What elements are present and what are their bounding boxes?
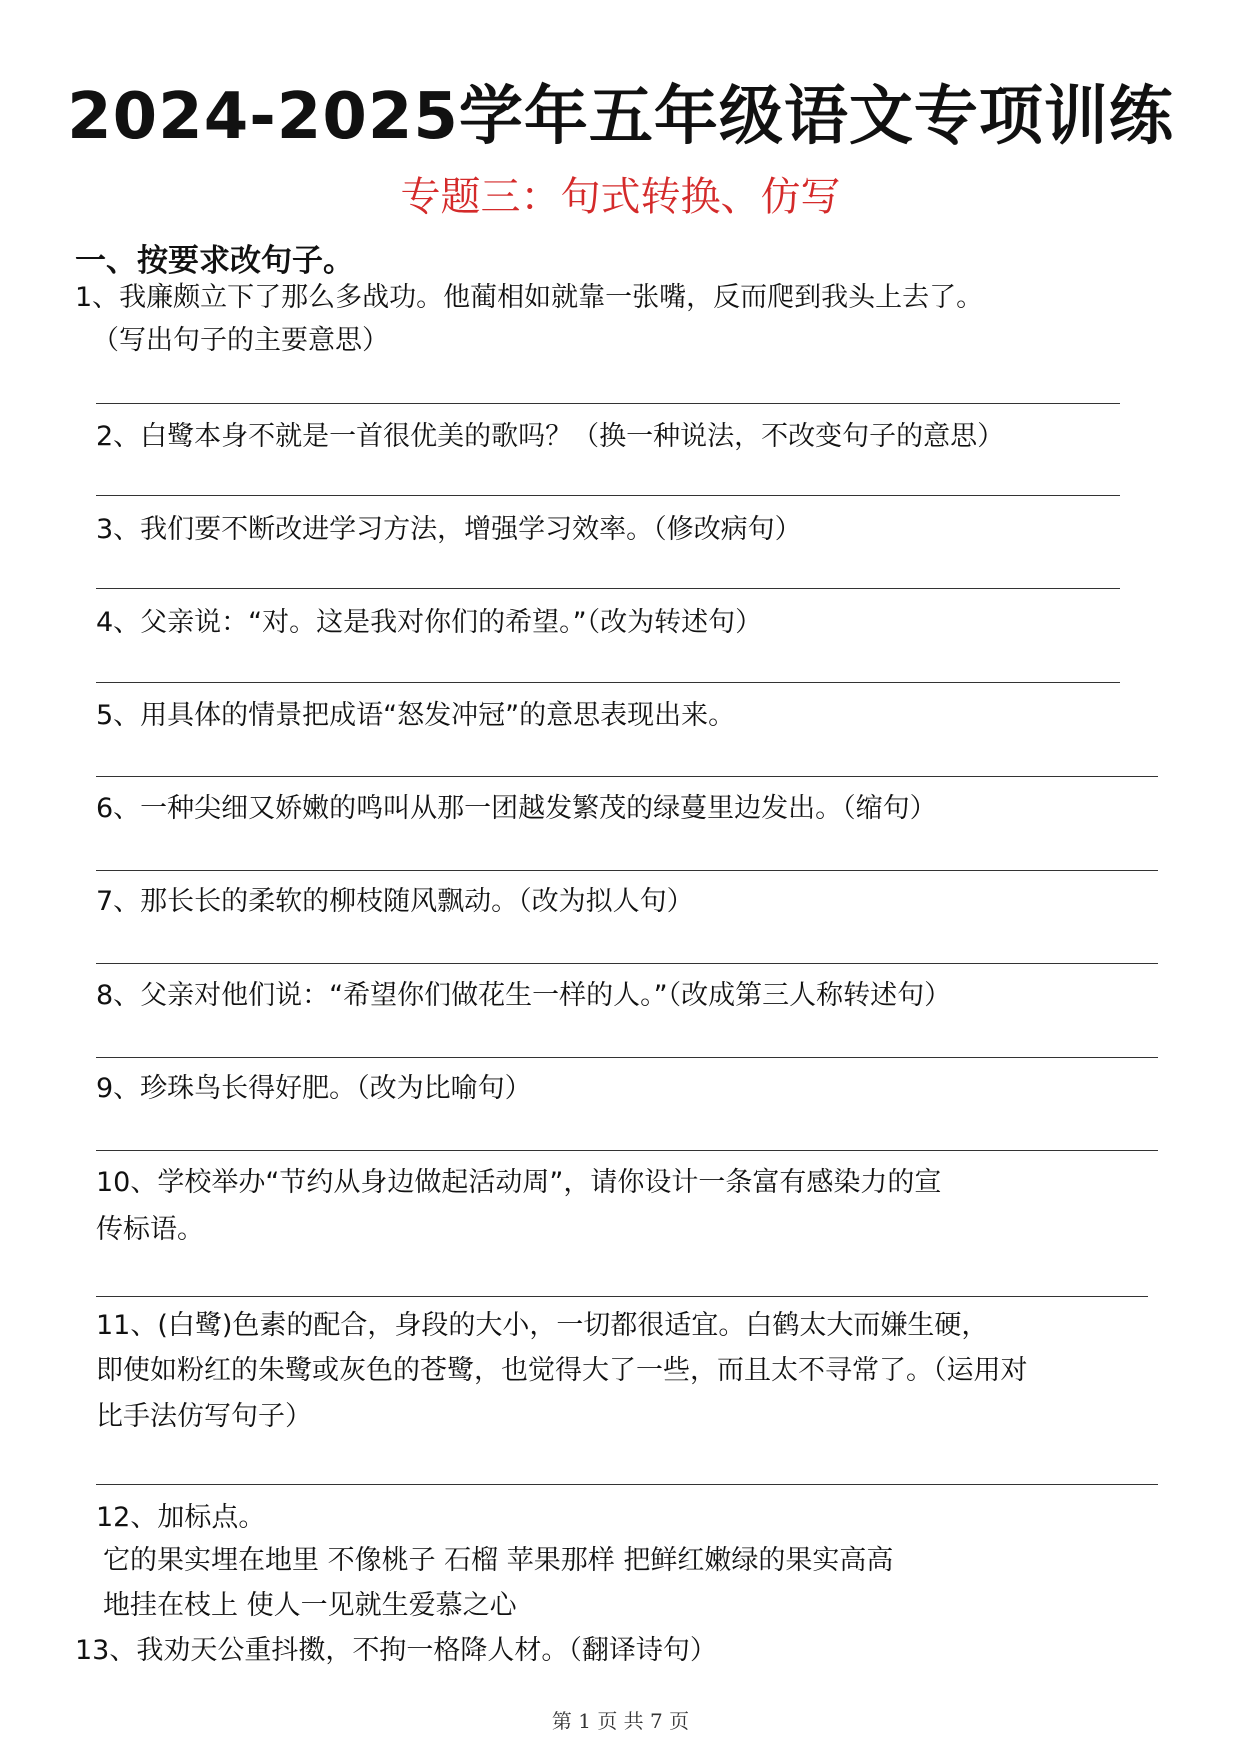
question-5-text: 5、用具体的情景把成语“怒发冲冠”的意思表现出来。: [96, 700, 736, 731]
question-2-text: 2、白鹭本身不就是一首很优美的歌吗？（换一种说法，不改变句子的意思）: [96, 421, 1005, 452]
question-11-instruction: 比手法仿写句子）: [96, 1401, 312, 1432]
page-footer: 第 1 页 共 7 页: [551, 1709, 690, 1733]
question-3-text: 3、我们要不断改进学习方法，增强学习效率。（修改病句）: [96, 514, 802, 545]
question-12-text: 12、加标点。: [96, 1502, 266, 1533]
question-8-text: 8、父亲对他们说：“希望你们做花生一样的人。”（改成第三人称转述句）: [96, 980, 952, 1011]
answer-line-3[interactable]: [96, 588, 1120, 589]
answer-line-2[interactable]: [96, 495, 1120, 496]
answer-line-4[interactable]: [96, 682, 1120, 683]
page-title: 2024-2025学年五年级语文专项训练: [67, 80, 1174, 154]
answer-line-8[interactable]: [96, 1057, 1158, 1058]
answer-line-7[interactable]: [96, 963, 1158, 964]
question-1-instruction: （写出句子的主要意思）: [92, 325, 389, 356]
answer-line-10[interactable]: [96, 1296, 1148, 1297]
answer-line-6[interactable]: [96, 870, 1158, 871]
question-10-text: 10、学校举办“节约从身边做起活动周”，请你设计一条富有感染力的宣: [96, 1167, 942, 1198]
punctuation-passage-line-1: 它的果实埋在地里 不像桃子 石榴 苹果那样 把鲜红嫩绿的果实高高: [103, 1545, 894, 1576]
page-subtitle: 专题三：句式转换、仿写: [400, 174, 841, 220]
question-6-text: 6、一种尖细又娇嫩的鸣叫从那一团越发繁茂的绿蔓里边发出。（缩句）: [96, 793, 937, 824]
question-4-text: 4、父亲说：“对。这是我对你们的希望。”（改为转述句）: [96, 607, 763, 638]
question-7-text: 7、那长长的柔软的柳枝随风飘动。（改为拟人句）: [96, 886, 694, 917]
question-9-text: 9、珍珠鸟长得好肥。（改为比喻句）: [96, 1073, 532, 1104]
question-11-text: 11、(白鹭)色素的配合，身段的大小，一切都很适宜。白鹤太大而嫌生硬，: [96, 1310, 989, 1341]
answer-line-9[interactable]: [96, 1150, 1158, 1151]
answer-line-1[interactable]: [96, 403, 1120, 404]
question-13-text: 13、我劝天公重抖擞，不拘一格降人材。（翻译诗句）: [75, 1635, 717, 1666]
punctuation-passage-line-2: 地挂在枝上 使人一见就生爱慕之心: [103, 1590, 517, 1621]
question-1-text: 1、我廉颇立下了那么多战功。他蔺相如就靠一张嘴，反而爬到我头上去了。: [75, 282, 984, 313]
answer-line-5[interactable]: [96, 776, 1158, 777]
section-heading: 一、按要求改句子。: [75, 243, 354, 279]
answer-line-11[interactable]: [96, 1484, 1158, 1485]
question-10-text-cont: 传标语。: [96, 1214, 204, 1245]
question-11-text-cont: 即使如粉红的朱鹭或灰色的苍鹭，也觉得大了一些，而且太不寻常了。（运用对: [96, 1355, 1028, 1386]
